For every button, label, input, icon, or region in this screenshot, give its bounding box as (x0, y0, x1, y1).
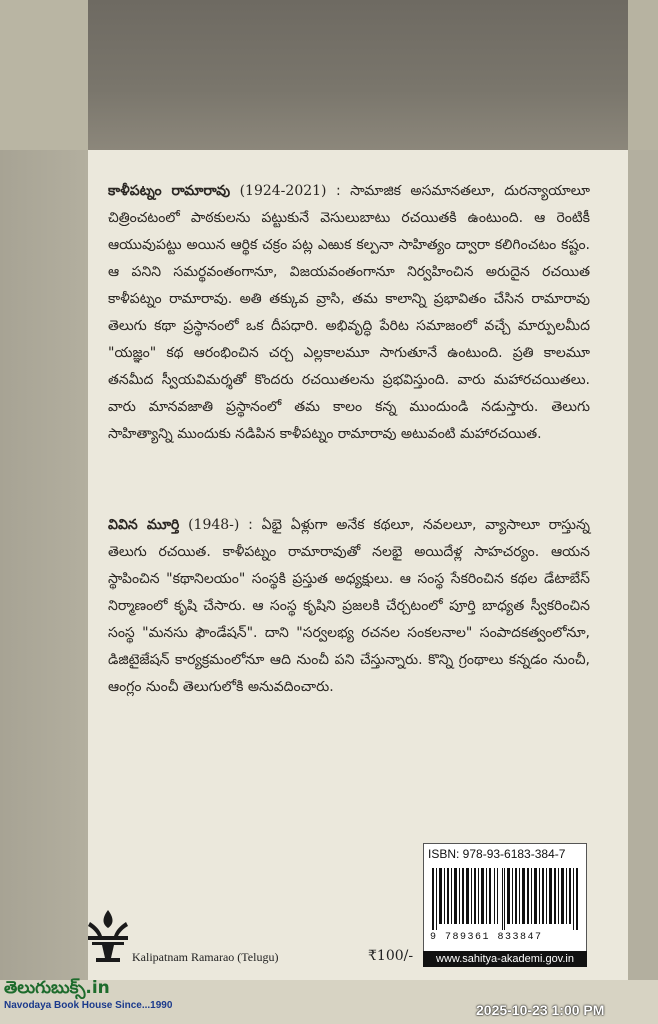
sahitya-akademi-logo-icon (80, 906, 136, 966)
photo-timestamp: 2025-10-23 1:00 PM (476, 1002, 605, 1018)
bio-vivina-paragraph (108, 512, 590, 701)
left-cover-band (0, 150, 88, 1000)
bio-rama-name: కాళీపట్నం రామారావు (108, 183, 231, 199)
shop-logo-tagline: Navodaya Book House Since...1990 (4, 1000, 173, 1011)
bio-vivina-text: : ఏభై ఏళ్లుగా అనేక కథలూ, నవలలూ, వ్యాసాలూ రాస్తున్న తెలుగు రచయిత. కాళీపట్నం రామారావుతో నలభై అయిదేళ్ల సాహచర్యం. ఆయన స్థాపించిన "కథానిలయం" సంస్థకి ప్రస్తుత అధ్యక్షులు. ఆ సంస్థ సేకరించిన కథల డేటాబేస్ నిర్మాణంలో కృషి చేసారు. ఆ సంస్థ కృషిని ప్రజలకి చేర్చటంలో పూర్తి బాధ్యత స్వీకరించిన సంస్థ "మనసు ఫౌండేషన్". దాని "సర్వలభ్య రచనల సంకలనాల" సంపాదకత్వంలోనూ, డిజిటైజేషన్ కార్యక్రమంలోనూ ఆది నుంచీ పని చేస్తున్నారు. కొన్ని గ్రంథాలు కన్నడం నుంచీ, ఆంగ్లం నుంచీ తెలుగులోకి అనువదించారు. (108, 517, 591, 695)
price: ₹100/- (368, 948, 414, 964)
isbn-label: ISBN: 978-93-6183-384-7 (428, 847, 566, 861)
top-right-strip (628, 0, 658, 150)
barcode-digits: 9 789361 833847 (430, 932, 543, 943)
bio-vivina-name: వివిన మూర్తి (108, 517, 180, 533)
bio-rama-paragraph (108, 178, 590, 448)
bio-rama-years: (1924-2021) (239, 183, 327, 199)
book-title: Kalipatnam Ramarao (Telugu) (132, 950, 279, 964)
publisher-url[interactable]: www.sahitya-akademi.gov.in (423, 951, 587, 967)
top-cover-band (0, 0, 658, 150)
bio-rama-text: : సామాజిక అసమానతలూ, దురన్యాయాలూ చిత్రించటంలో పాఠకులను పట్టుకునే వెసులుబాటు రచయితకి ఉంటుంది. ఆ రెంటికీ ఆయువుపట్టు అయిన ఆర్థిక చక్రం పట్ల ఎఱుక కల్పనా సాహిత్యం ద్వారా కలిగించటం కష్టం. ఆ పనిని సమర్థవంతంగానూ, విజయవంతంగానూ నిర్వహించిన అరుదైన రచయిత కాళీపట్నం రామారావు. అతి తక్కువ వ్రాసి, తమ కాలాన్ని ప్రభావితం చేసిన రామారావు తెలుగు కథా ప్రస్థానంలో ఒక దీపధారి. అభివృద్ధి పేరిట సమాజంలో వచ్చే మార్పులమీద "యజ్ఞం" కథ ఆరంభించిన చర్చ ఎల్లకాలమూ సాగుతూనే ఉంటుంది. ప్రతి కాలమూ తనమీద స్వీయవిమర్శతో కొందరు రచయితలను ప్రభవిస్తుంది. వారు మహారచయితలు. వారు మానవజాతి ప్రస్థానంలో తమ కాలం కన్న ముందుండి నడుస్తారు. తెలుగు సాహిత్యాన్ని ముందుకు నడిపిన కాళీపట్నం రామారావు అటువంటి మహారచయిత. (108, 183, 590, 442)
bio-vivina-years: (1948-) (188, 517, 240, 533)
top-left-strip (0, 0, 88, 150)
isbn-box (423, 843, 587, 967)
right-cover-band (628, 150, 658, 1000)
barcode-icon (432, 868, 578, 930)
shop-logo-name: తెలుగుబుక్స్.in (4, 978, 110, 998)
